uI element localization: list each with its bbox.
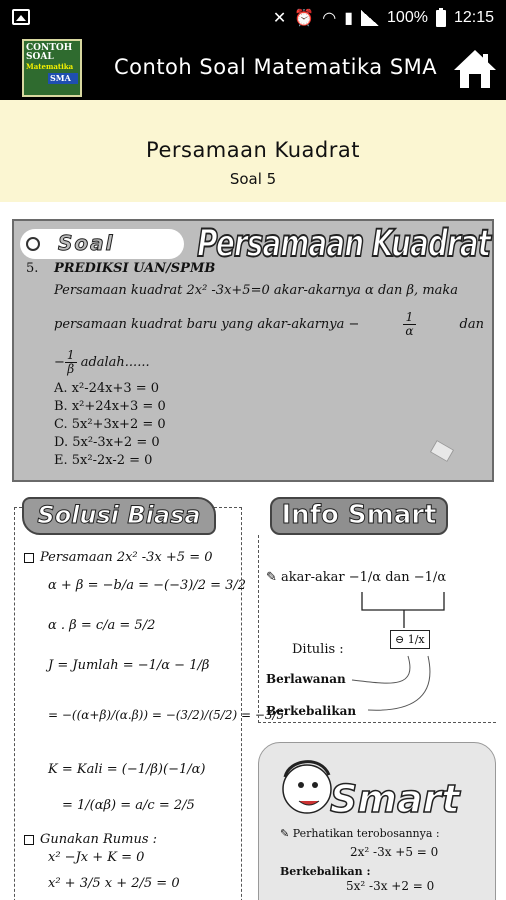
frac-num: 1	[403, 311, 415, 325]
logo-line-4: SMA	[48, 73, 78, 84]
logo-line-3: Matematika	[26, 62, 74, 71]
app-logo	[22, 39, 82, 97]
sim-icon: ▮	[344, 10, 354, 27]
arrow-diagram	[348, 650, 458, 720]
solution-line-6: K = Kali = (−1/β)(−1/α)	[48, 762, 206, 777]
solution-line-1	[24, 550, 213, 565]
frac-den: β	[67, 362, 75, 376]
option-b: B. x²+24x+3 = 0	[54, 399, 166, 414]
solution-line-1-text: Persamaan 2x² -3x +5 = 0	[40, 550, 213, 565]
fraction-1-beta	[65, 349, 77, 376]
question-line-1: Persamaan kuadrat 2x² -3x+5=0 akar-akarnya α dan β, maka	[54, 283, 459, 298]
question-line-2-text: persamaan kuadrat baru yang akar-akarnya −	[54, 316, 360, 332]
info-berkebalikan: Berkebalikan	[266, 704, 357, 718]
info-roots-line	[266, 570, 446, 585]
battery-text: 100%	[387, 9, 428, 26]
option-a: A. x²-24x+3 = 0	[54, 381, 160, 396]
info-smart-header-text: Info Smart	[281, 500, 437, 530]
logo-line-1: CONTOH	[26, 43, 73, 53]
info-minus-one-over-x: ⊖ 1/x	[390, 630, 430, 649]
frac-num: 1	[66, 348, 75, 362]
smart-eq-2: 5x² -3x +2 = 0	[346, 879, 435, 893]
pencil-icon: ✎	[280, 827, 293, 840]
question-number: 5.	[26, 261, 39, 276]
lesson-header	[0, 100, 506, 202]
app-title: Contoh Soal Matematika SMA	[114, 55, 438, 79]
solution-line-4: J = Jumlah = −1/α − 1/β	[48, 658, 210, 673]
solution-line-3: α . β = c/a = 5/2	[48, 618, 156, 633]
pencil-icon: ✎	[266, 570, 282, 585]
logo-line-2: SOAL	[26, 52, 54, 62]
option-d: D. 5x²-3x+2 = 0	[54, 435, 160, 450]
topic-banner: Persamaan Kuadrat	[197, 221, 490, 266]
question-line-3-text: adalah......	[80, 355, 150, 370]
smart-note: Perhatikan terobosannya :	[292, 827, 440, 840]
question-line-2-dan: dan	[459, 316, 484, 332]
smart-eq-1: 2x² -3x +5 = 0	[350, 845, 439, 859]
alarm-icon: ⏰	[294, 10, 315, 27]
bracket-diagram	[352, 590, 462, 630]
question-line-3: − $\frac{1}{\beta}$ adalah......	[54, 348, 150, 376]
smart-banner: Smart	[330, 777, 460, 821]
solution-line-9: x² −Jx + K = 0	[48, 850, 145, 865]
solution-line-10: x² + 3/5 x + 2/5 = 0	[48, 876, 180, 891]
image-icon	[12, 9, 30, 25]
frac-den: α	[405, 324, 414, 338]
signal-icon	[361, 10, 379, 26]
question-line-2	[54, 311, 484, 338]
question-box	[12, 219, 494, 482]
wifi-icon: ◠	[322, 10, 337, 27]
solution-header	[22, 497, 216, 535]
solution-header-text: Solusi Biasa	[37, 501, 201, 529]
status-bar	[0, 0, 506, 36]
solution-line-2: α + β = −b/a = −(−3)/2 = 3/2	[48, 578, 247, 593]
bullet-icon	[26, 237, 40, 251]
solution-line-8	[24, 832, 157, 847]
solution-line-7: = 1/(αβ) = a/c = 2/5	[62, 798, 195, 813]
question-heading: PREDIKSI UAN/SPMB	[54, 261, 216, 276]
battery-icon	[436, 10, 446, 27]
option-c: C. 5x²+3x+2 = 0	[54, 417, 166, 432]
info-smart-header	[270, 497, 448, 535]
home-button[interactable]	[452, 48, 498, 90]
status-icons	[273, 7, 494, 29]
lesson-subtitle: Soal 5	[229, 170, 277, 188]
lesson-title: Persamaan Kuadrat	[146, 138, 360, 162]
smart-note-line	[280, 827, 440, 840]
fraction-1-alpha	[403, 311, 415, 338]
solution-line-8-text: Gunakan Rumus :	[40, 832, 158, 847]
info-roots-text: akar-akar −1/α dan −1/α	[281, 570, 447, 585]
option-e: E. 5x²-2x-2 = 0	[54, 453, 153, 468]
info-ditulis: Ditulis :	[292, 642, 344, 657]
smart-berkebalikan: Berkebalikan :	[280, 865, 371, 878]
app-bar	[0, 36, 506, 100]
mute-icon: ✕	[272, 10, 287, 27]
solution-line-5: = −((α+β)/(α.β)) = −(3/2)/(5/2) = −3/5	[48, 708, 285, 722]
info-berlawanan: Berlawanan	[266, 672, 346, 686]
problem-image	[0, 202, 506, 900]
clock: 12:15	[453, 9, 494, 26]
checkbox-bullet-icon	[24, 835, 34, 845]
soal-label: Soal	[58, 231, 115, 255]
home-icon	[452, 48, 498, 90]
checkbox-bullet-icon	[24, 553, 34, 563]
soal-tag	[20, 229, 184, 259]
eraser-icon	[430, 440, 454, 462]
